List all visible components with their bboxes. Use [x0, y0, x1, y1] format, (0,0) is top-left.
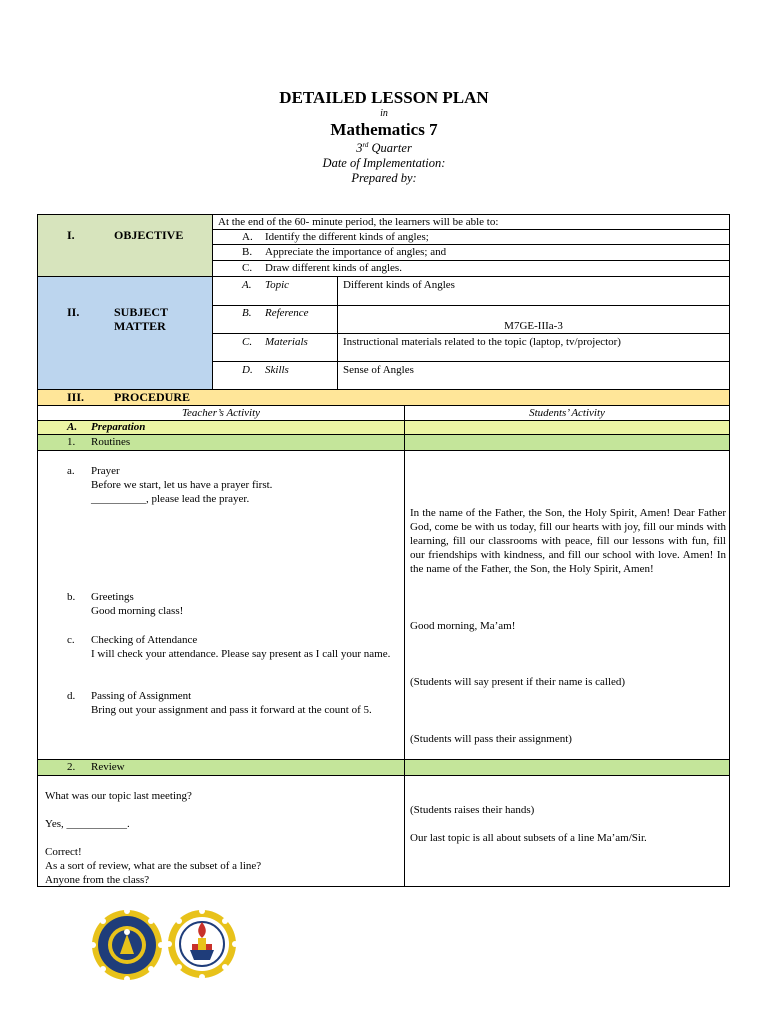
subject-title: Mathematics 7 [330, 120, 438, 139]
objective-number: I. [67, 228, 75, 242]
review-question-3: Anyone from the class? [45, 874, 150, 886]
objective-text-b: Appreciate the importance of angles; and [265, 246, 447, 258]
subject-matter-label-2: MATTER [114, 319, 166, 333]
review-row-right [404, 759, 730, 776]
topic-key: Topic [265, 279, 290, 291]
review-answer-prompt: Yes, ___________. [45, 818, 130, 830]
materials-value: Instructional materials related to the topic (laptop, tv/projector) [343, 336, 621, 348]
prayer-title: Prayer [91, 465, 120, 477]
subject-matter-label-1: SUBJECT [114, 305, 169, 319]
greetings-line: Good morning class! [91, 605, 184, 617]
in-label: in [380, 108, 388, 119]
attendance-letter: c. [67, 634, 75, 646]
skills-key: Skills [265, 364, 289, 376]
college-seal-logo [166, 904, 238, 980]
subject-matter-number: II. [67, 305, 80, 319]
reference-value: M7GE-IIIa-3 [504, 320, 563, 332]
routines-row-right [404, 434, 730, 451]
preparation-label: Preparation [91, 421, 146, 433]
preparation-row-right [404, 420, 730, 435]
greetings-letter: b. [67, 591, 76, 603]
student-activity-header: Students’ Activity [529, 407, 605, 419]
student-prayer: In the name of the Father, the Son, the Holy Spirit, Amen! Dear Father God, come be with us today, fill our hearts with joy, fill our minds with learning, fill our classrooms with peace, fill our lessons with fun, fill our friendships with kindness, and fill our school with love. Amen! In the name of the Father, the Son, the Holy Spirit, Amen! [410, 507, 726, 575]
review-student-1: (Students raises their hands) [410, 804, 535, 816]
topic-letter: A. [242, 279, 252, 291]
review-label: Review [91, 761, 125, 773]
prayer-line-1: Before we start, let us have a prayer first. [91, 479, 273, 491]
teacher-activity-header: Teacher’s Activity [181, 407, 261, 419]
objective-text-c: Draw different kinds of angles. [265, 262, 402, 274]
quarter-word: Quarter [368, 141, 412, 155]
student-assignment: (Students will pass their assignment) [410, 733, 572, 745]
review-correct: Correct! [45, 846, 82, 858]
review-number: 2. [67, 761, 76, 773]
objective-letter-b: B. [242, 246, 253, 258]
procedure-label: PROCEDURE [114, 390, 191, 404]
materials-letter: C. [242, 336, 253, 348]
routines-student-cell [404, 450, 730, 760]
objective-text-a: Identify the different kinds of angles; [265, 231, 429, 243]
attendance-line: I will check your attendance. Please say present as I call your name. [91, 648, 391, 660]
routines-label: Routines [91, 436, 131, 448]
objective-letter-a: A. [242, 231, 253, 243]
skills-letter: D. [242, 364, 253, 376]
university-seal-logo [90, 908, 164, 982]
assignment-line: Bring out your assignment and pass it forward at the count of 5. [91, 704, 372, 716]
document-title: DETAILED LESSON PLAN [279, 88, 489, 107]
quarter-number: 3 [356, 141, 363, 155]
assignment-letter: d. [67, 690, 76, 702]
objective-intro: At the end of the 60- minute period, the learners will be able to: [218, 216, 499, 228]
subject-matter-label-cell [37, 276, 213, 390]
routines-number: 1. [67, 436, 76, 448]
skills-value: Sense of Angles [343, 364, 414, 376]
topic-value: Different kinds of Angles [343, 279, 455, 291]
objective-label-cell [37, 214, 213, 277]
greetings-title: Greetings [91, 591, 134, 603]
objective-letter-c: C. [242, 262, 253, 274]
reference-letter: B. [242, 307, 252, 319]
assignment-title: Passing of Assignment [91, 690, 192, 702]
preparation-letter: A. [67, 421, 78, 433]
quarter-line [0, 141, 768, 156]
student-attendance: (Students will say present if their name is called) [410, 676, 626, 688]
prayer-letter: a. [67, 465, 75, 477]
date-of-implementation: Date of Implementation: [322, 156, 446, 170]
prepared-by: Prepared by: [351, 171, 417, 185]
materials-key: Materials [265, 336, 308, 348]
procedure-number: III. [67, 390, 85, 404]
objective-label: OBJECTIVE [114, 228, 184, 242]
student-greeting: Good morning, Ma’am! [410, 620, 516, 632]
review-question-1: What was our topic last meeting? [45, 790, 192, 802]
review-question-2: As a sort of review, what are the subset of a line? [45, 860, 262, 872]
review-student-2: Our last topic is all about subsets of a line Ma’am/Sir. [410, 832, 647, 844]
attendance-title: Checking of Attendance [91, 634, 198, 646]
quarter-suffix: rd [362, 141, 369, 149]
prayer-line-2: __________, please lead the prayer. [91, 493, 250, 505]
reference-key: Reference [265, 307, 309, 319]
